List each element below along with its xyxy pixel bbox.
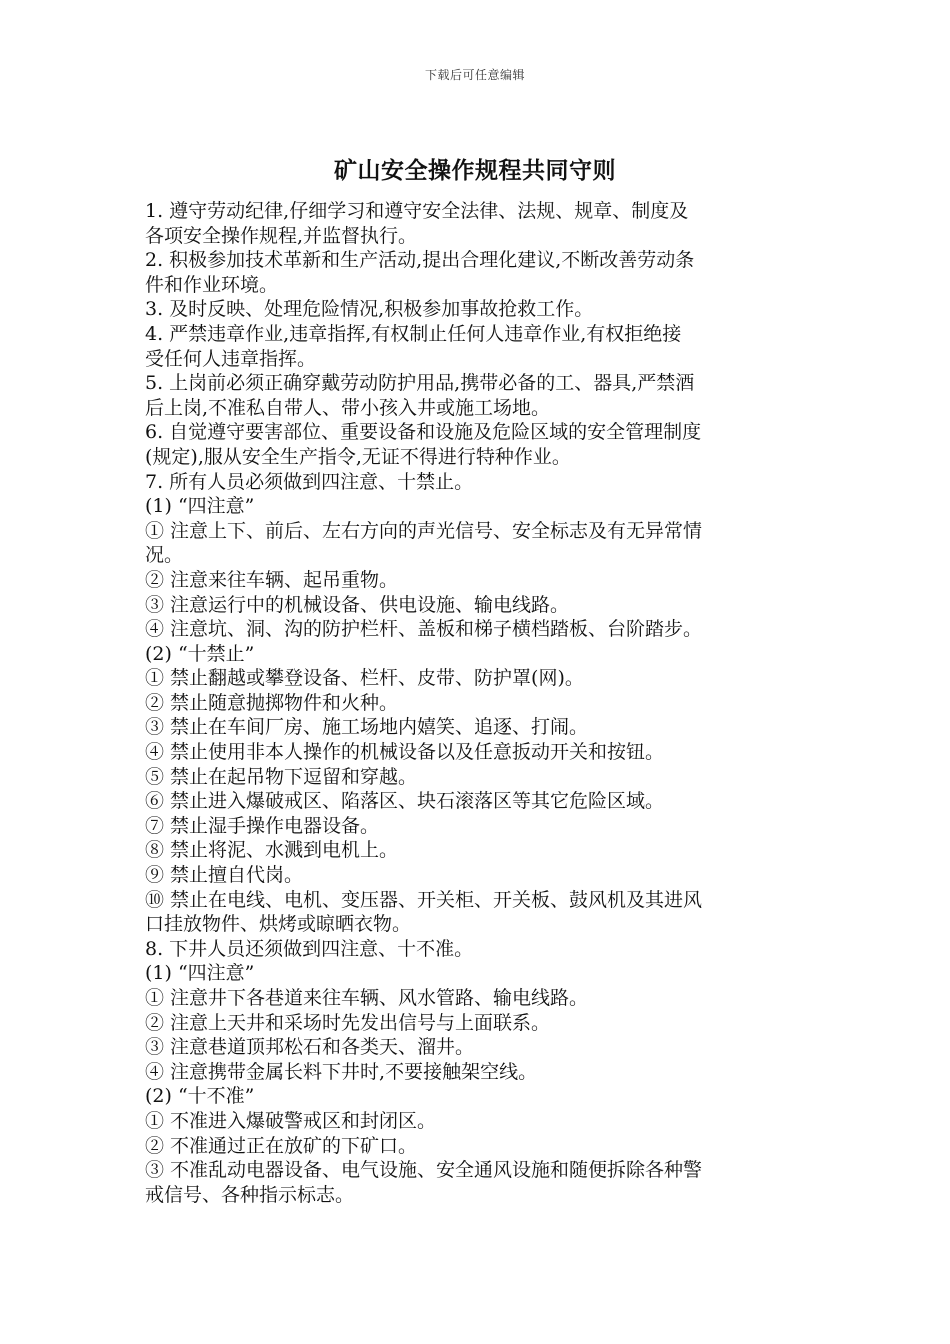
text-line: ④ 注意坑、洞、沟的防护栏杆、盖板和梯子横档踏板、台阶踏步。 xyxy=(145,618,703,641)
text-line: ② 不准通过正在放矿的下矿口。 xyxy=(145,1134,418,1157)
text-line: ① 注意井下各巷道来往车辆、风水管路、输电线路。 xyxy=(145,987,589,1009)
text-line: ③ 注意巷道顶邦松石和各类天、溜井。 xyxy=(145,1036,475,1059)
text-line: 后上岗,不准私自带人、带小孩入井或施工场地。 xyxy=(145,396,551,419)
text-line: ① 注意上下、前后、左右方向的声光信号、安全标志及有无异常情 xyxy=(145,519,703,542)
text-line: ⑧ 禁止将泥、水溅到电机上。 xyxy=(145,839,399,862)
text-line: ① 不准进入爆破警戒区和封闭区。 xyxy=(145,1109,437,1132)
text-line: ⑦ 禁止湿手操作电器设备。 xyxy=(145,814,380,837)
text-line: (1) “四注意” xyxy=(145,495,255,518)
text-line: 戒信号、各种指示标志。 xyxy=(145,1183,355,1206)
text-line: 2. 积极参加技术革新和生产活动,提出合理化建议,不断改善劳动条 xyxy=(145,249,695,272)
text-line: 7. 所有人员必须做到四注意、十禁止。 xyxy=(145,470,474,493)
text-line: ⑩ 禁止在电线、电机、变压器、开关柜、开关板、鼓风机及其进风 xyxy=(145,888,703,911)
text-line: 1. 遵守劳动纪律,仔细学习和遵守安全法律、法规、规章、制度及 xyxy=(145,200,689,222)
text-line: 3. 及时反映、处理危险情况,积极参加事故抢救工作。 xyxy=(145,298,594,321)
text-line: 各项安全操作规程,并监督执行。 xyxy=(145,224,418,247)
document-body xyxy=(145,199,810,1207)
text-line: ③ 注意运行中的机械设备、供电设施、输电线路。 xyxy=(145,593,570,616)
text-line: (1) “四注意” xyxy=(145,962,255,985)
text-line: (2) “十禁止” xyxy=(145,642,255,665)
text-line: 4. 严禁违章作业,违章指挥,有权制止任何人违章作业,有权拒绝接 xyxy=(145,322,682,345)
text-line: 6. 自觉遵守要害部位、重要设备和设施及危险区域的安全管理制度 xyxy=(145,421,702,444)
text-line: ③ 禁止在车间厂房、施工场地内嬉笑、追逐、打闹。 xyxy=(145,716,589,739)
text-line: ④ 禁止使用非本人操作的机械设备以及任意扳动开关和按钮。 xyxy=(145,741,665,764)
text-line: ② 注意上天井和采场时先发出信号与上面联系。 xyxy=(145,1011,551,1034)
text-line: ② 注意来往车辆、起吊重物。 xyxy=(145,568,399,591)
text-line: ⑨ 禁止擅自代岗。 xyxy=(145,864,304,887)
document-title: 矿山安全操作规程共同守则 xyxy=(334,158,616,184)
text-line: ④ 注意携带金属长料下井时,不要接触架空线。 xyxy=(145,1060,538,1083)
text-line: (2) “十不准” xyxy=(145,1085,255,1108)
text-line: 5. 上岗前必须正确穿戴劳动防护用品,携带必备的工、器具,严禁酒 xyxy=(145,372,695,395)
text-line: ① 禁止翻越或攀登设备、栏杆、皮带、防护罩(网)。 xyxy=(145,667,584,690)
page-header-note: 下载后可任意编辑 xyxy=(424,68,525,82)
text-line: 8. 下井人员还须做到四注意、十不准。 xyxy=(145,937,474,960)
text-line: 况。 xyxy=(145,544,184,567)
text-line: ② 禁止随意抛掷物件和火种。 xyxy=(145,691,399,714)
text-line: 件和作业环境。 xyxy=(145,273,279,296)
text-line: ⑤ 禁止在起吊物下逗留和穿越。 xyxy=(145,765,418,788)
text-line: 口挂放物件、烘烤或晾晒衣物。 xyxy=(145,913,412,936)
text-line: ③ 不准乱动电器设备、电气设施、安全通风设施和随便拆除各种警 xyxy=(145,1159,703,1182)
text-line: (规定),服从安全生产指令,无证不得进行特种作业。 xyxy=(145,445,571,468)
text-line: ⑥ 禁止进入爆破戒区、陷落区、块石滚落区等其它危险区域。 xyxy=(145,790,665,813)
text-line: 受任何人违章指挥。 xyxy=(145,347,317,370)
